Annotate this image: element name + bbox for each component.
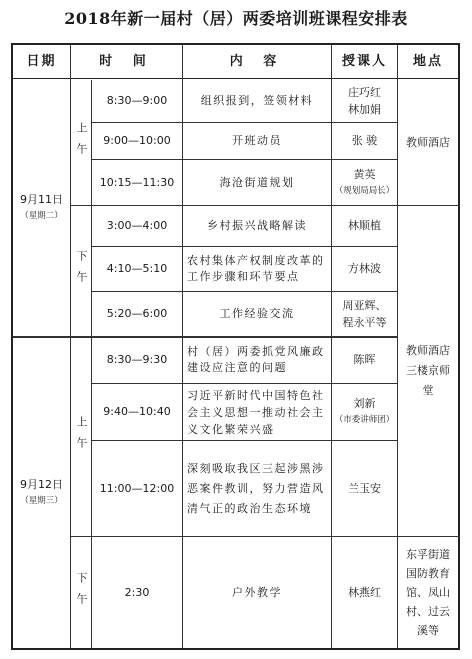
time-cell: 5:20—6:00: [106, 307, 168, 320]
teacher-cell: 方林波: [348, 262, 381, 275]
header-content: 内 容: [229, 54, 285, 69]
teacher-note: （市委讲师团）: [334, 415, 395, 425]
content-cell: 工作经验交流: [219, 307, 295, 320]
place-cell: 东孚街道国防教育馆、凤山村、过云溪等: [406, 548, 450, 637]
time-cell: 8:30—9:30: [106, 353, 168, 366]
header-date: 日期: [26, 54, 57, 69]
time-cell: 4:10—5:10: [106, 262, 168, 275]
teacher-name: 刘新: [353, 397, 376, 410]
date-cell-day1: [13, 80, 70, 336]
content-cell: 组织报到，签领材料: [200, 94, 314, 107]
header-time: 时 间: [99, 54, 154, 69]
teacher-cell: 庄巧红 林加娟: [348, 86, 381, 116]
content-cell: 海沧街道规划: [219, 175, 295, 189]
weekday-label: （星期二）: [20, 211, 63, 221]
time-cell: 3:00—4:00: [106, 219, 168, 232]
time-cell: 2:30: [124, 585, 150, 599]
period-pm-day1: [71, 206, 91, 336]
period-label: 下午: [75, 250, 88, 292]
teacher-cell: 林顺植: [348, 219, 381, 232]
date-label: 9月12日: [20, 477, 63, 491]
date-label: 9月11日: [20, 193, 63, 206]
place-cell: 教师酒店三楼京师堂: [406, 344, 450, 397]
content-cell: 乡村振兴战略解读: [207, 219, 307, 232]
content-cell: 深刻吸取我区三起涉黑涉恶案件教训，努力营造风清气正的政治生态环境: [187, 461, 325, 515]
header-teacher: 授课人: [341, 54, 387, 69]
period-label: 上午: [75, 415, 88, 458]
content-cell: 开班动员: [232, 134, 282, 147]
header-place: 地点: [412, 54, 443, 69]
teacher-cell: 陈晖: [353, 353, 376, 366]
teacher-cell: [332, 384, 397, 440]
time-cell: 8:30—9:00: [106, 94, 168, 107]
time-cell: 9:40—10:40: [103, 405, 171, 418]
period-label: 下午: [75, 571, 88, 614]
teacher-cell: 兰玉安: [348, 481, 381, 495]
period-am-day2: [71, 337, 91, 536]
teacher-name: 黄英: [353, 167, 376, 181]
content-cell: 农村集体产权制度改革的工作步骤和环节要点: [187, 254, 325, 283]
content-cell: 村（居）两委抓党风廉政建设应注意的问题: [187, 345, 325, 374]
page-title: 2018年新一届村（居）两委培训班课程安排表: [64, 9, 408, 28]
time-cell: 11:00—12:00: [99, 481, 175, 495]
place-cell: 教师酒店: [406, 135, 450, 149]
weekday-label: （星期三）: [20, 495, 63, 506]
teacher-cell: 张 骏: [351, 134, 378, 147]
time-cell: 9:00—10:00: [103, 134, 171, 147]
date-cell-day2: [13, 337, 70, 648]
content-cell: 户外教学: [232, 585, 282, 599]
teacher-cell: 周亚辉、程永平等: [342, 299, 387, 329]
content-cell: 习近平新时代中国特色社会主义思想一推动社会主义文化繁荣兴盛: [187, 388, 325, 436]
teacher-cell: [332, 160, 397, 205]
time-cell: 10:15—11:30: [99, 175, 175, 189]
period-pm-day2: [71, 537, 91, 648]
period-am-day1: [71, 80, 91, 205]
teacher-note: （规划局局长）: [334, 185, 395, 196]
teacher-cell: 林燕红: [348, 585, 381, 599]
period-label: 上午: [75, 121, 88, 164]
